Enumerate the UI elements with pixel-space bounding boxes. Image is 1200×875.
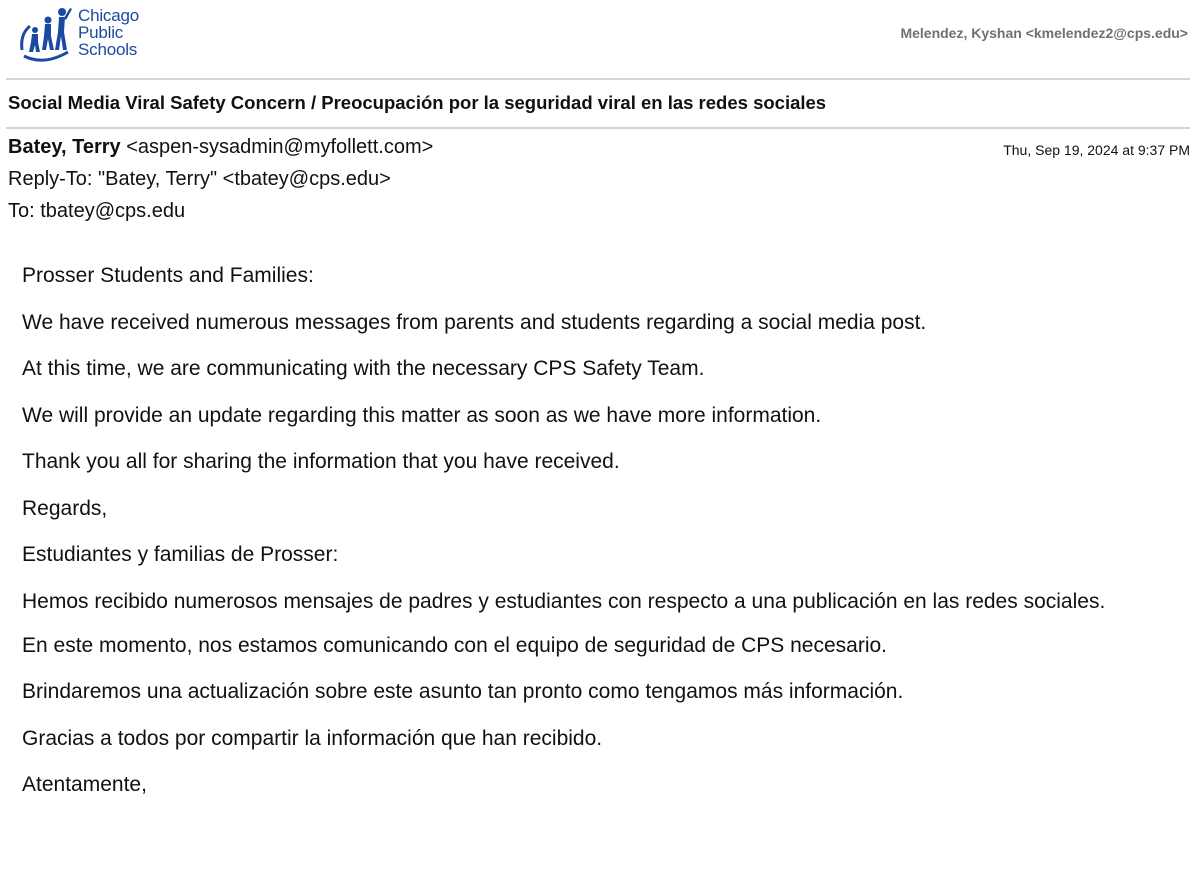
sender-name: Batey, Terry <box>8 136 121 158</box>
body-paragraph: We have received numerous messages from parents and students regarding a social media post. <box>22 310 927 334</box>
divider-subject <box>6 127 1190 129</box>
body-paragraph: Brindaremos una actualización sobre este asunto tan pronto como tengamos más información. <box>22 680 904 703</box>
header-bar <box>0 0 1200 78</box>
logo-line-3: Schools <box>78 40 138 59</box>
body-paragraph: Hemos recibido numerosos mensajes de padres y estudiantes con respecto a una publicación en las redes sociales. <box>22 589 1106 613</box>
body-paragraph: En este momento, nos estamos comunicando con el equipo de seguridad de CPS necesario. <box>22 633 888 657</box>
logo-wordmark <box>78 7 139 58</box>
to-line: To: tbatey@cps.edu <box>8 200 186 222</box>
reply-to-line: Reply-To: "Batey, Terry" <tbatey@cps.edu> <box>8 168 391 190</box>
body-paragraph: Gracias a todos por compartir la información que han recibido. <box>22 726 603 750</box>
divider-top <box>6 78 1190 80</box>
body-paragraph: Regards, <box>22 496 108 520</box>
body-paragraph: Thank you all for sharing the information that you have received. <box>22 450 620 473</box>
cps-logo-icon <box>18 6 76 62</box>
body-paragraph: We will provide an update regarding this matter as soon as we have more information. <box>22 403 822 427</box>
sender-line <box>8 136 433 159</box>
logo-line-2: Public <box>78 23 124 42</box>
email-body <box>22 263 1162 819</box>
logo-line-1: Chicago <box>78 6 139 25</box>
body-paragraph: Estudiantes y familias de Prosser: <box>22 543 339 566</box>
sender-address[interactable]: <aspen-sysadmin@myfollett.com> <box>126 136 434 158</box>
email-date: Thu, Sep 19, 2024 at 9:37 PM <box>1003 142 1190 158</box>
body-paragraph: Prosser Students and Families: <box>22 264 314 287</box>
body-paragraph: At this time, we are communicating with the necessary CPS Safety Team. <box>22 357 705 380</box>
body-paragraph: Atentamente, <box>22 773 147 796</box>
account-label: Melendez, Kyshan <kmelendez2@cps.edu> <box>900 25 1188 41</box>
email-subject: Social Media Viral Safety Concern / Preocupación por la seguridad viral en las redes sociales <box>8 92 827 113</box>
cps-logo <box>18 2 168 66</box>
